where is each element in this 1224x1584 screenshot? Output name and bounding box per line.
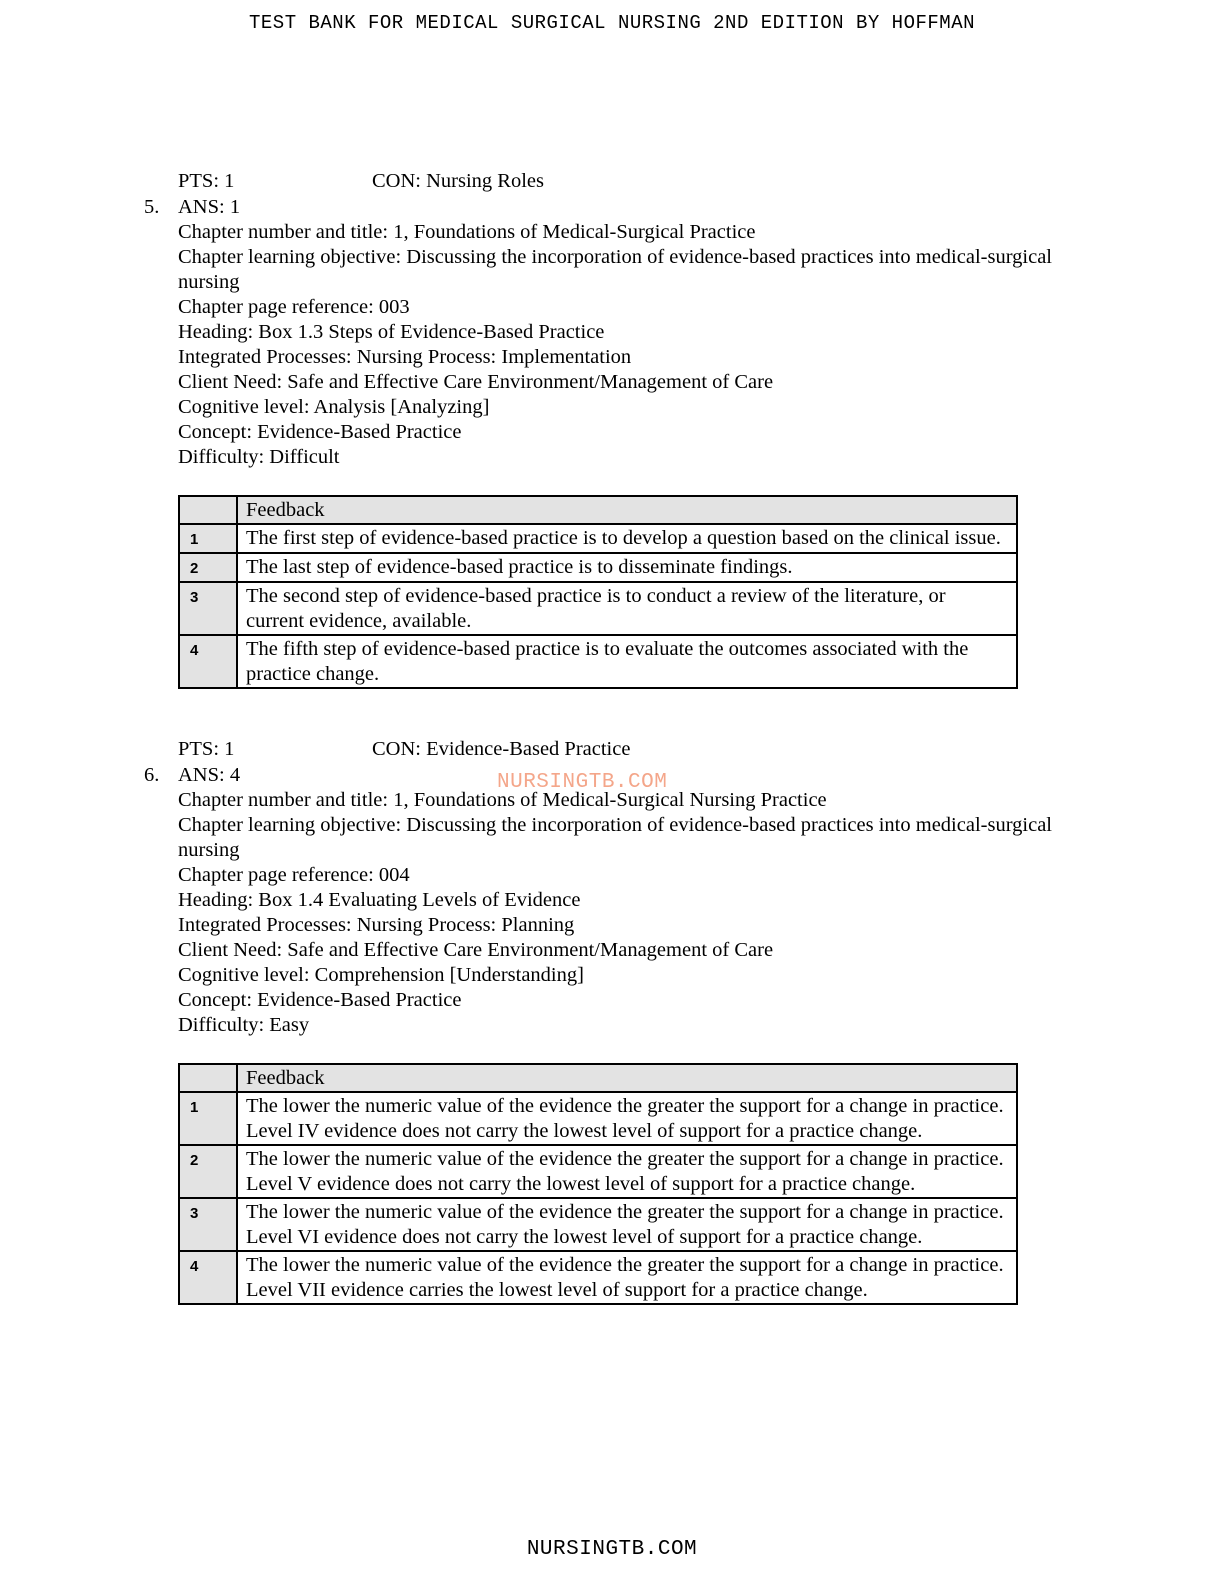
heading: Heading: Box 1.4 Evaluating Levels of Evidence	[178, 889, 581, 911]
client-need: Client Need: Safe and Effective Care Environment/Management of Care	[178, 939, 774, 961]
table-row	[179, 635, 1017, 688]
option-number: 1	[179, 1092, 237, 1145]
question-number: 5.	[144, 196, 160, 218]
pts-value: PTS: 1	[178, 170, 235, 192]
option-feedback: The last step of evidence-based practice is to disseminate findings.	[237, 553, 1017, 582]
feedback-header-row	[179, 1064, 1017, 1092]
feedback-header: Feedback	[237, 496, 1017, 524]
pts-con-line	[178, 169, 1118, 194]
table-row	[179, 1251, 1017, 1304]
page-reference: Chapter page reference: 004	[178, 864, 410, 886]
client-need: Client Need: Safe and Effective Care Environment/Management of Care	[178, 371, 774, 393]
concept: Concept: Evidence-Based Practice	[178, 421, 462, 443]
table-row	[179, 582, 1017, 635]
option-feedback: The lower the numeric value of the evidence the greater the support for a change in practice. Level V evidence does not carry the lowest level of support for a practice change.	[237, 1145, 1017, 1198]
question-5-tail	[178, 737, 1118, 762]
feedback-table-q5	[178, 495, 1018, 689]
pts-con-line	[178, 737, 1118, 762]
chapter-title: Chapter number and title: 1, Foundations of Medical-Surgical Nursing Practice	[178, 789, 827, 811]
difficulty: Difficulty: Difficult	[178, 446, 340, 468]
concept: Concept: Evidence-Based Practice	[178, 989, 462, 1011]
watermark: NURSINGTB.COM	[497, 771, 668, 794]
option-feedback: The fifth step of evidence-based practice is to evaluate the outcomes associated with the practice change.	[237, 635, 1017, 688]
difficulty: Difficulty: Easy	[178, 1014, 310, 1036]
page-header: TEST BANK FOR MEDICAL SURGICAL NURSING 2ND EDITION BY HOFFMAN	[248, 12, 975, 34]
learning-objective: Chapter learning objective: Discussing the incorporation of evidence-based practices into medical-surgical nursing	[178, 246, 1052, 293]
answer-value: ANS: 1	[178, 196, 241, 218]
option-feedback: The lower the numeric value of the evidence the greater the support for a change in practice. Level VII evidence carries the lowest level of support for a practice change.	[237, 1251, 1017, 1304]
prev-question-tail	[178, 169, 1118, 194]
page-reference: Chapter page reference: 003	[178, 296, 410, 318]
question-5	[144, 195, 1118, 470]
option-number: 4	[179, 1251, 237, 1304]
table-row	[179, 524, 1017, 553]
cognitive-level: Cognitive level: Comprehension [Understanding]	[178, 964, 584, 986]
feedback-table-q6	[178, 1063, 1018, 1305]
feedback-header-row	[179, 496, 1017, 524]
option-feedback: The lower the numeric value of the evidence the greater the support for a change in practice. Level IV evidence does not carry the lowest level of support for a practice change.	[237, 1092, 1017, 1145]
feedback-header: Feedback	[237, 1064, 1017, 1092]
learning-objective: Chapter learning objective: Discussing the incorporation of evidence-based practices into medical-surgical nursing	[178, 814, 1052, 861]
con-value: CON: Nursing Roles	[372, 170, 544, 192]
option-number: 4	[179, 635, 237, 688]
table-row	[179, 1092, 1017, 1145]
integrated-processes: Integrated Processes: Nursing Process: Planning	[178, 914, 575, 936]
table-row	[179, 1198, 1017, 1251]
heading: Heading: Box 1.3 Steps of Evidence-Based Practice	[178, 321, 605, 343]
option-feedback: The first step of evidence-based practice is to develop a question based on the clinical issue.	[237, 524, 1017, 553]
option-number: 2	[179, 553, 237, 582]
page-footer: NURSINGTB.COM	[526, 1538, 698, 1561]
option-number: 3	[179, 582, 237, 635]
question-6	[144, 763, 1118, 1038]
option-number: 1	[179, 524, 237, 553]
table-row	[179, 1145, 1017, 1198]
answer-line	[144, 195, 1118, 220]
chapter-title: Chapter number and title: 1, Foundations of Medical-Surgical Practice	[178, 221, 756, 243]
answer-value: ANS: 4	[178, 764, 241, 786]
integrated-processes: Integrated Processes: Nursing Process: Implementation	[178, 346, 632, 368]
question-number: 6.	[144, 764, 160, 786]
option-number: 3	[179, 1198, 237, 1251]
con-value: CON: Evidence-Based Practice	[372, 738, 631, 760]
option-number: 2	[179, 1145, 237, 1198]
option-feedback: The lower the numeric value of the evidence the greater the support for a change in practice. Level VI evidence does not carry the lowest level of support for a practice change.	[237, 1198, 1017, 1251]
cognitive-level: Cognitive level: Analysis [Analyzing]	[178, 396, 490, 418]
pts-value: PTS: 1	[178, 738, 235, 760]
option-feedback: The second step of evidence-based practice is to conduct a review of the literature, or current evidence, available.	[237, 582, 1017, 635]
table-row	[179, 553, 1017, 582]
